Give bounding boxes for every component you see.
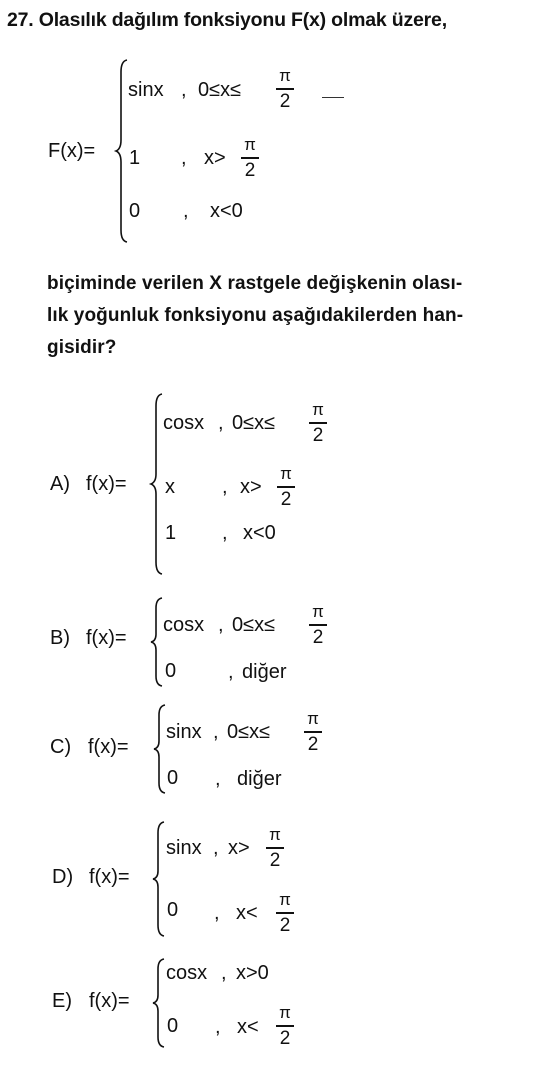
option-d-case1-expr: sinx	[166, 837, 202, 859]
fraction-bar	[276, 912, 294, 914]
fraction-denominator: 2	[279, 914, 291, 936]
question-line-1: biçiminde verilen X rastgele değişkenin olası-	[47, 273, 463, 294]
option-a-case2-sep: ,	[222, 476, 228, 498]
F-case2-expr: 1	[129, 147, 141, 169]
option-a-lhs: f(x)=	[86, 473, 127, 495]
option-e-case2-sep: ,	[215, 1016, 221, 1038]
option-a-brace	[150, 392, 164, 576]
F-case1-cond: 0≤x≤	[198, 79, 242, 101]
fraction-bar	[276, 1025, 294, 1027]
option-c-case1-fraction	[304, 710, 322, 754]
F-brace	[115, 58, 129, 244]
fraction-numerator: π	[269, 825, 281, 844]
stray-dash-mark	[322, 97, 344, 98]
fraction-denominator: 2	[312, 424, 324, 446]
option-d-case1-fraction	[266, 826, 284, 870]
fraction-denominator: 2	[280, 488, 292, 510]
option-b-case1-sep: ,	[218, 614, 224, 636]
option-d-lhs: f(x)=	[89, 866, 130, 888]
fraction-bar	[309, 624, 327, 626]
fraction-denominator: 2	[269, 849, 281, 871]
question-number: 27.	[7, 9, 34, 31]
fraction-numerator: π	[279, 66, 291, 85]
fraction-bar	[304, 731, 322, 733]
fraction-denominator: 2	[279, 90, 291, 112]
fraction-denominator: 2	[244, 159, 256, 181]
fraction-denominator: 2	[279, 1027, 291, 1049]
option-c-case2-sep: ,	[215, 768, 221, 790]
option-c-lhs: f(x)=	[88, 736, 129, 758]
option-d-label: D)	[52, 866, 74, 888]
option-d-case2-sep: ,	[214, 902, 220, 924]
fraction-denominator: 2	[307, 733, 319, 755]
option-e-case1-expr: cosx	[166, 962, 208, 984]
F-case1-sep: ,	[181, 79, 187, 101]
option-e-case1-cond: x>0	[236, 962, 269, 984]
option-c-case1-cond: 0≤x≤	[227, 721, 271, 743]
option-a-case1-fraction	[309, 401, 327, 445]
option-d-case2-expr: 0	[167, 899, 179, 921]
fraction-bar	[241, 157, 259, 159]
option-b-case1-fraction	[309, 603, 327, 647]
fraction-numerator: π	[307, 709, 319, 728]
F-case1-expr: sinx	[128, 79, 164, 101]
fraction-bar	[266, 847, 284, 849]
option-d-case2-cond: x<	[236, 902, 258, 924]
option-a-case3-expr: 1	[165, 522, 177, 544]
option-b-brace	[150, 596, 164, 688]
fraction-numerator: π	[279, 890, 291, 909]
option-d-case1-sep: ,	[213, 837, 219, 859]
option-a-case2-expr: x	[165, 476, 175, 498]
option-e-label: E)	[52, 990, 72, 1012]
F-case1-fraction	[276, 67, 294, 111]
option-d-case1-cond: x>	[228, 837, 250, 859]
fraction-numerator: π	[312, 602, 324, 621]
option-a-case1-sep: ,	[218, 412, 224, 434]
option-b-label: B)	[50, 627, 70, 649]
option-a-case3-sep: ,	[222, 522, 228, 544]
option-b-case2-cond: diğer	[242, 661, 287, 683]
F-lhs: F(x)=	[48, 140, 96, 162]
fraction-numerator: π	[279, 1003, 291, 1022]
option-c-case1-expr: sinx	[166, 721, 202, 743]
fraction-numerator: π	[312, 400, 324, 419]
option-e-case1-sep: ,	[221, 962, 227, 984]
option-c-case1-sep: ,	[213, 721, 219, 743]
option-e-case2-fraction	[276, 1004, 294, 1048]
fraction-bar	[276, 88, 294, 90]
question-stem: Olasılık dağılım fonksiyonu F(x) olmak üzere,	[38, 9, 447, 31]
fraction-numerator: π	[280, 464, 292, 483]
option-e-lhs: f(x)=	[89, 990, 130, 1012]
option-a-case1-expr: cosx	[163, 412, 205, 434]
option-a-case2-cond: x>	[240, 476, 262, 498]
option-b-case1-expr: cosx	[163, 614, 205, 636]
fraction-numerator: π	[244, 135, 256, 154]
option-a-case3-cond: x<0	[243, 522, 276, 544]
F-case3-sep: ,	[183, 200, 189, 222]
F-case2-cond: x>	[204, 147, 226, 169]
option-d-brace	[152, 820, 166, 938]
F-case3-expr: 0	[129, 200, 141, 222]
option-a-case2-fraction	[277, 465, 295, 509]
option-a-case1-cond: 0≤x≤	[232, 412, 276, 434]
option-b-lhs: f(x)=	[86, 627, 127, 649]
question-line-3: gisidir?	[47, 337, 117, 358]
option-b-case2-sep: ,	[228, 661, 234, 683]
option-c-label: C)	[50, 736, 72, 758]
fraction-bar	[277, 486, 295, 488]
F-case3-cond: x<0	[210, 200, 243, 222]
option-a-label: A)	[50, 473, 70, 495]
option-b-case1-cond: 0≤x≤	[232, 614, 276, 636]
F-case2-sep: ,	[181, 147, 187, 169]
option-e-case2-cond: x<	[237, 1016, 259, 1038]
question-line-2: lık yoğunluk fonksiyonu aşağıdakilerden han-	[47, 305, 464, 326]
option-b-case2-expr: 0	[165, 660, 177, 682]
fraction-bar	[309, 422, 327, 424]
question-header	[7, 9, 447, 32]
fraction-denominator: 2	[312, 626, 324, 648]
option-e-case2-expr: 0	[167, 1015, 179, 1037]
option-c-case2-cond: diğer	[237, 768, 282, 790]
option-c-case2-expr: 0	[167, 767, 179, 789]
F-case2-fraction	[241, 136, 259, 180]
option-c-brace	[153, 703, 167, 795]
option-e-brace	[152, 957, 166, 1049]
option-d-case2-fraction	[276, 891, 294, 935]
